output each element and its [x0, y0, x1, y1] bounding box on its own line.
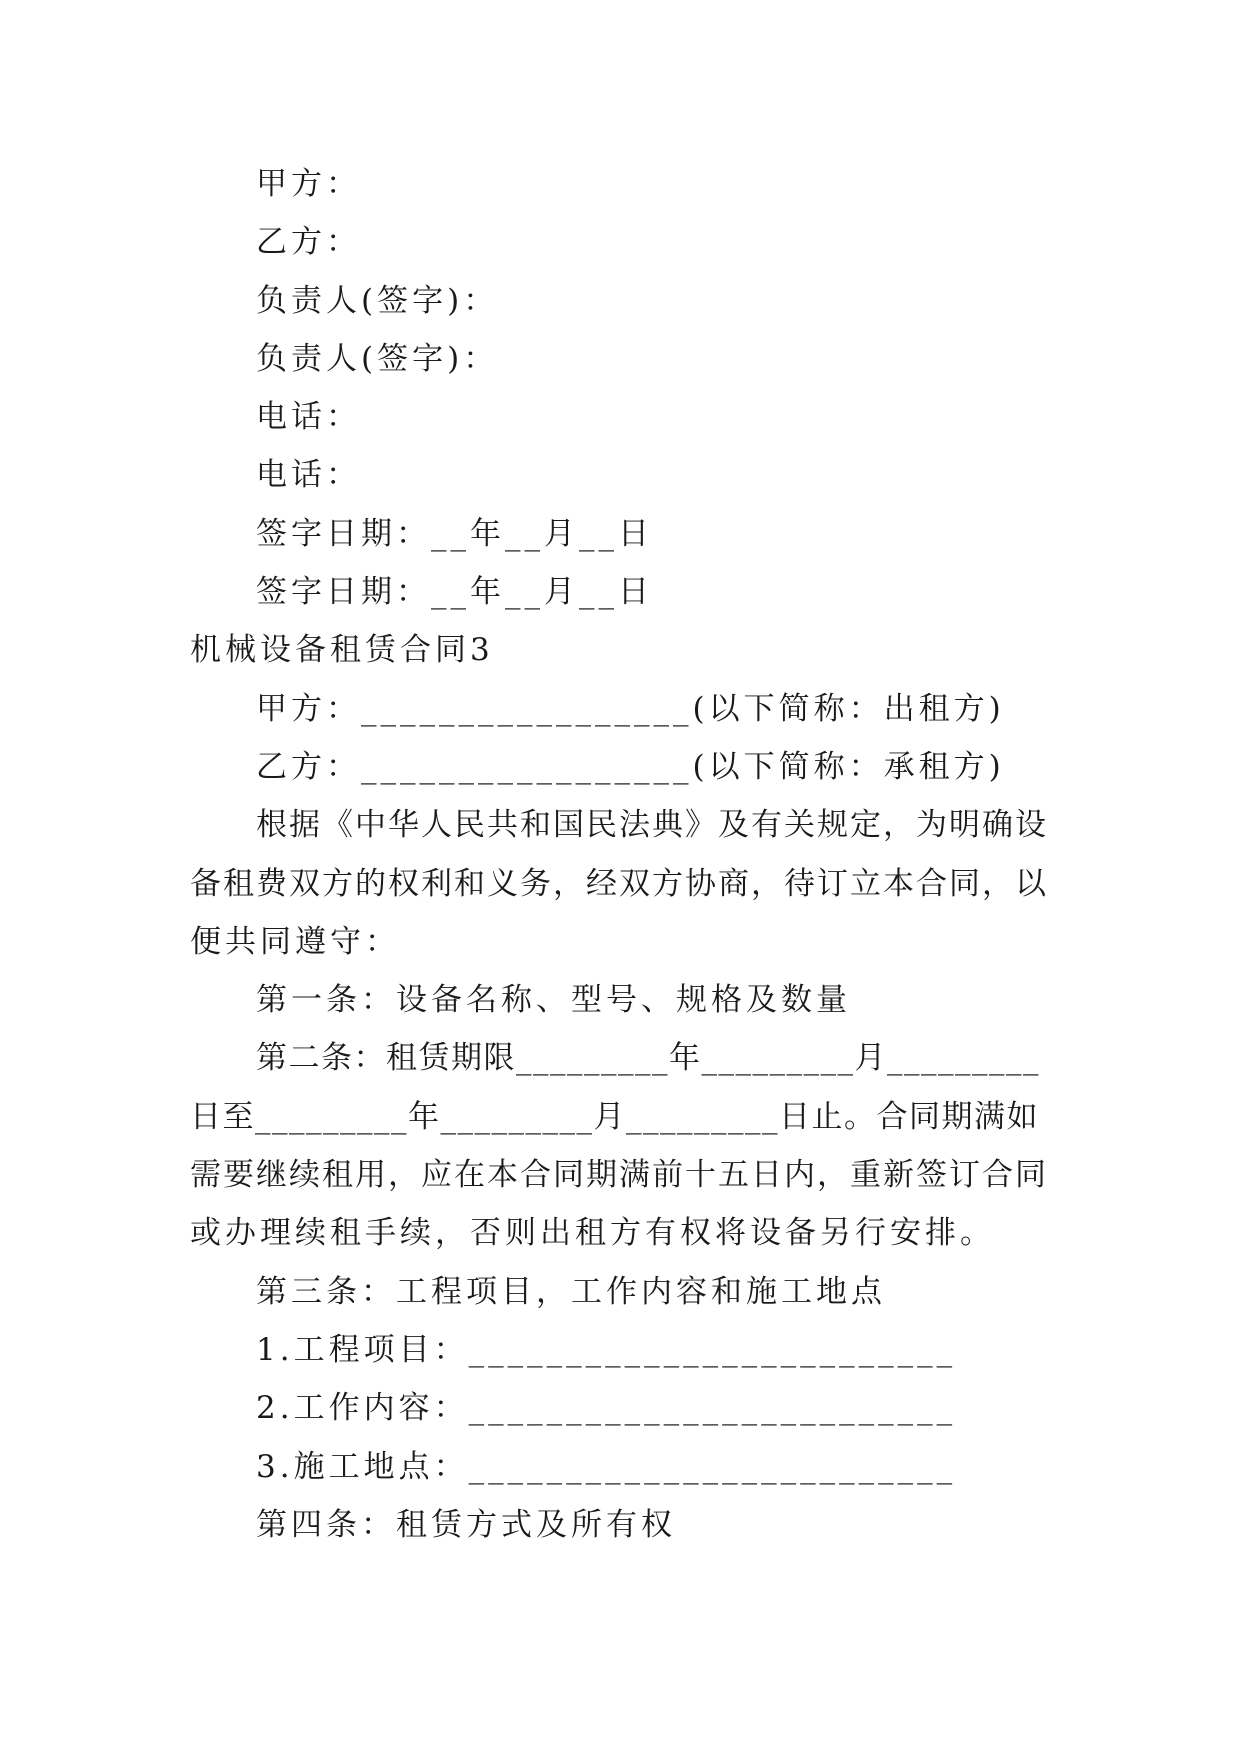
article-2-line-3: 需要继续租用，应在本合同期满前十五日内，重新签订合同	[190, 1157, 1048, 1194]
party-a-signatory: 负责人(签字)：	[256, 282, 499, 319]
article-2-line-4: 或办理续租手续，否则出租方有权将设备另行安排。	[190, 1215, 995, 1252]
contract-title: 机械设备租赁合同3	[190, 632, 494, 669]
preamble-line-2: 备租费双方的权利和义务，经双方协商，待订立本合同，以	[190, 865, 1048, 902]
project-item: 1.工程项目：_________________________	[256, 1331, 957, 1368]
party-a-phone: 电话：	[256, 399, 361, 436]
party-a-label: 甲方：	[256, 166, 361, 202]
article-4-heading: 第四条：租赁方式及所有权	[256, 1506, 676, 1543]
preamble-line-3: 便共同遵守：	[190, 923, 400, 960]
document-page	[190, 155, 1050, 1554]
party-b-signatory: 负责人(签字)：	[256, 340, 499, 377]
article-3-heading: 第三条：工程项目，工作内容和施工地点	[256, 1273, 886, 1310]
site-location-item: 3.施工地点：_________________________	[256, 1448, 957, 1485]
party-b-phone: 电话：	[256, 457, 361, 494]
lessor-line: 甲方：_________________(以下简称：出租方)	[256, 690, 1005, 727]
article-2-line-1: 第二条：租赁期限_________年_________月_________	[256, 1040, 1040, 1077]
party-b-label: 乙方：	[256, 224, 361, 261]
lessee-line: 乙方：_________________(以下简称：承租方)	[256, 748, 1005, 785]
party-b-sign-date: 签字日期：__年__月__日	[256, 574, 653, 611]
work-content-item: 2.工作内容：_________________________	[256, 1390, 957, 1427]
article-2-line-2: 日至_________年_________月_________日止。合同期满如	[190, 1098, 1039, 1135]
preamble-line-1: 根据《中华人民共和国民法典》及有关规定，为明确设	[256, 807, 1048, 844]
party-a-sign-date: 签字日期：__年__月__日	[256, 515, 653, 552]
article-1-heading: 第一条：设备名称、型号、规格及数量	[256, 982, 851, 1019]
